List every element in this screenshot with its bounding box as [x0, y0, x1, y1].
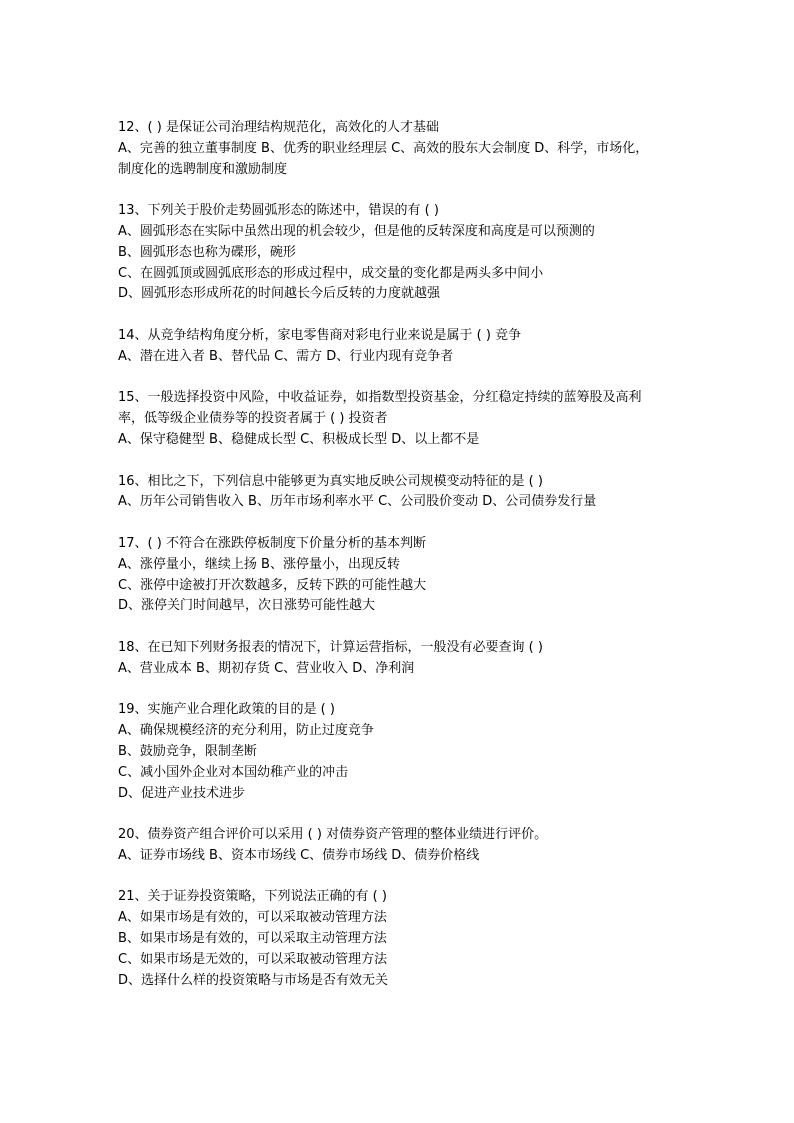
question-option-line: D、选择什么样的投资策略与市场是否有效无关: [118, 972, 389, 988]
question-option-line: A、圆弧形态在实际中虽然出现的机会较少，但是他的反转深度和高度是可以预测的: [118, 223, 595, 239]
question-option-line: 率，低等级企业债券等的投资者属于 ( ) 投资者: [118, 411, 388, 427]
question-stem: 14、从竞争结构角度分析，家电零售商对彩电行业来说是属于 ( ) 竞争: [118, 327, 522, 343]
question-19: [118, 700, 678, 804]
question-16: [118, 472, 678, 514]
question-option-line: A、涨停量小，继续上扬 B、涨停量小，出现反转: [118, 556, 400, 572]
question-option-line: A、营业成本 B、期初存货 C、营业收入 D、净利润: [118, 660, 415, 676]
question-option-line: C、在圆弧顶或圆弧底形态的形成过程中，成交量的变化都是两头多中间小: [118, 265, 544, 281]
question-option-line: A、潜在进入者 B、替代品 C、需方 D、行业内现有竞争者: [118, 348, 454, 364]
question-option-line: A、历年公司销售收入 B、历年市场利率水平 C、公司股价变动 D、公司债券发行量: [118, 494, 597, 510]
question-stem: 19、实施产业合理化政策的目的是 ( ): [118, 702, 335, 718]
question-option-line: B、圆弧形态也称为碟形，碗形: [118, 244, 296, 260]
question-14: [118, 326, 678, 368]
question-option-line: B、鼓励竞争，限制垄断: [118, 743, 257, 759]
question-option-line: D、涨停关门时间越早，次日涨势可能性越大: [118, 598, 376, 614]
question-option-line: C、如果市场是无效的，可以采取被动管理方法: [118, 951, 388, 967]
question-17: [118, 534, 678, 617]
question-option-line: D、促进产业技术进步: [118, 785, 246, 801]
question-option-line: C、涨停中途被打开次数越多，反转下跌的可能性越大: [118, 577, 427, 593]
question-option-line: C、减小国外企业对本国幼稚产业的冲击: [118, 764, 349, 780]
question-option-line: A、证券市场线 B、资本市场线 C、债券市场线 D、债券价格线: [118, 847, 480, 863]
question-stem: 21、关于证券投资策略，下列说法正确的有 ( ): [118, 889, 387, 905]
question-stem: 18、在已知下列财务报表的情况下，计算运营指标，一般没有必要查询 ( ): [118, 639, 543, 655]
question-12: [118, 118, 678, 180]
question-stem: 15、一般选择投资中风险，中收益证券，如指数型投资基金，分红稳定持续的蓝筹股及高利: [118, 390, 642, 406]
question-stem: 12、( ) 是保证公司治理结构规范化，高效化的人才基础: [118, 120, 439, 135]
question-stem: 16、相比之下，下列信息中能够更为真实地反映公司规模变动特征的是 ( ): [118, 473, 543, 489]
question-option-line: B、如果市场是有效的，可以采取主动管理方法: [118, 931, 387, 947]
question-option-line: A、如果市场是有效的，可以采取被动管理方法: [118, 910, 387, 926]
question-18: [118, 638, 678, 680]
question-list: [118, 118, 678, 1012]
question-stem: 17、( ) 不符合在涨跌停板制度下价量分析的基本判断: [118, 535, 426, 551]
question-15: [118, 388, 678, 450]
question-stem: 13、下列关于股价走势圆弧形态的陈述中，错误的有 ( ): [118, 203, 439, 219]
question-21: [118, 887, 678, 991]
question-option-line: D、圆弧形态形成所花的时间越长今后反转的力度就越强: [118, 286, 441, 302]
question-option-line: A、确保规模经济的充分利用，防止过度竞争: [118, 723, 374, 739]
question-option-line: A、保守稳健型 B、稳健成长型 C、积极成长型 D、以上都不是: [118, 431, 480, 447]
question-stem: 20、债券资产组合评价可以采用 ( ) 对债券资产管理的整体业绩进行评价。: [118, 827, 548, 843]
question-13: [118, 201, 678, 305]
question-option-line: 制度化的选聘制度和激励制度: [118, 161, 288, 177]
question-20: [118, 825, 678, 867]
question-option-line: A、完善的独立董事制度 B、优秀的职业经理层 C、高效的股东大会制度 D、科学，市场化，: [118, 140, 649, 156]
